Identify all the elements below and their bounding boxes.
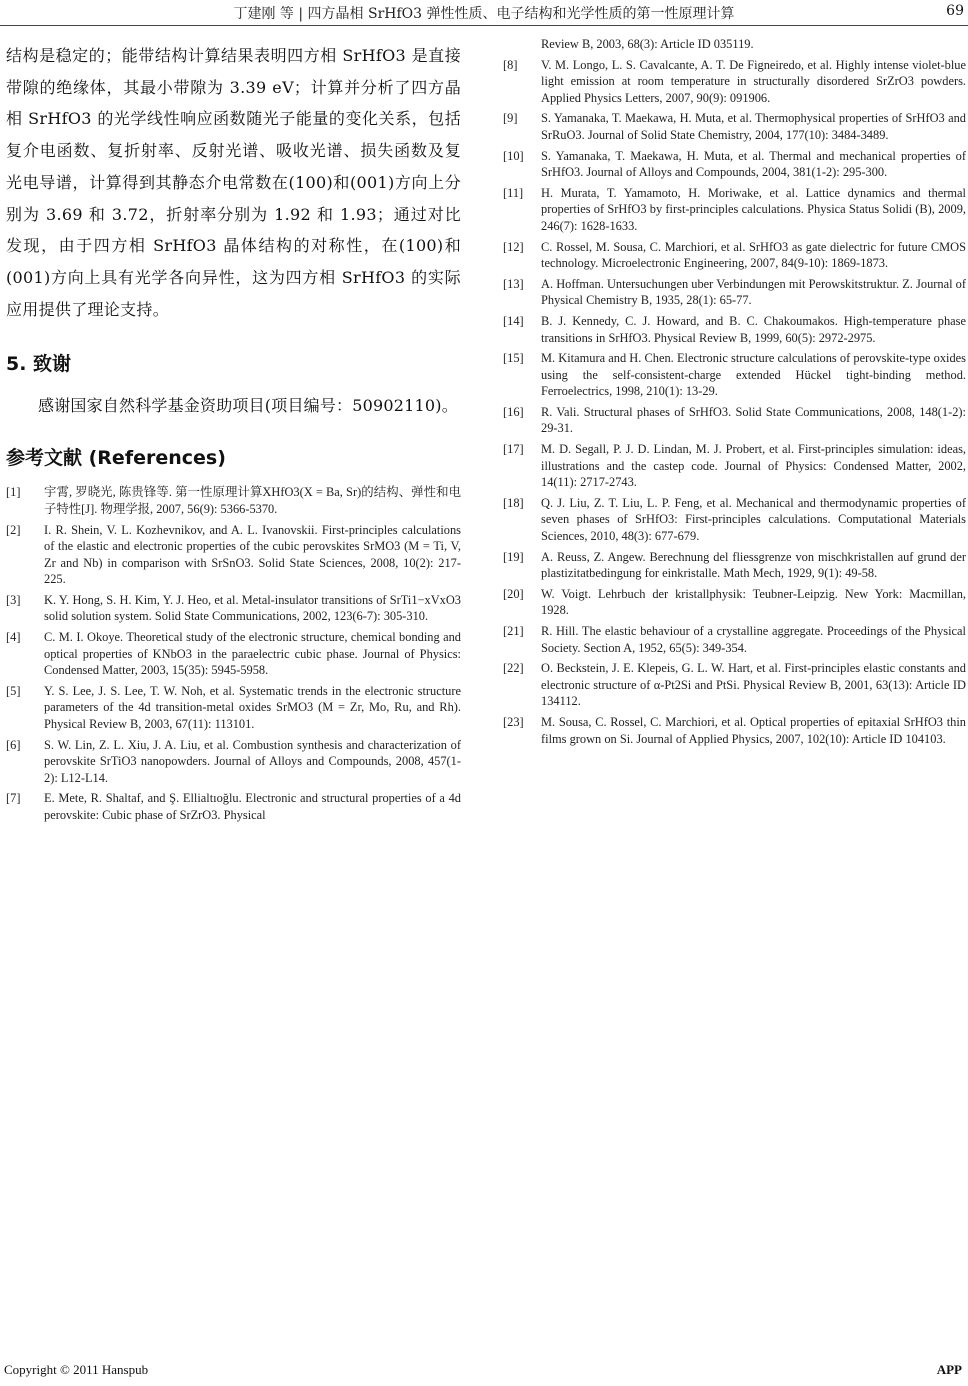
- reference-list-left: [6, 484, 461, 823]
- copyright-notice: Copyright © 2011 Hanspub: [4, 1362, 149, 1377]
- reference-item: [1] 宇霄, 罗晓光, 陈贵锋等. 第一性原理计算XHfO3(X = Ba, Sr)的结构、弹性和电子特性[J]. 物理学报, 2007, 56(9): 5366-5370.: [6, 485, 461, 516]
- reference-item: [12] C. Rossel, M. Sousa, C. Marchiori, et al. SrHfO3 as gate dielectric for future CMOS technology. Microelectronic Engineering, 2007, 84(9-10): 1869-1873.: [503, 239, 966, 271]
- reference-item: [18] Q. J. Liu, Z. T. Liu, L. P. Feng, et al. Mechanical and thermodynamic properties of seven phases of SrHfO3: First-principles calculations. Computational Materials Sciences, 2010, 48(3): 677-679.: [503, 495, 966, 544]
- reference-item: [19] A. Reuss, Z. Angew. Berechnung del fliessgrenze von mischkristallen auf grund der plastizitatbedingung for einkristalle. Math Mech, 1929, 9(1): 49-58.: [503, 549, 966, 581]
- reference-item: [22] O. Beckstein, J. E. Klepeis, G. L. W. Hart, et al. First-principles elastic constants and electronic structure of α-Pt2Si and PtSi. Physical Review B, 2001, 63(13): Article ID 134112.: [503, 661, 966, 709]
- reference-item: [13] A. Hoffman. Untersuchungen uber Verbindungen mit Perowskitstruktur. Z. Journal of Physical Chemistry B, 1935, 28(1): 65-77.: [503, 276, 966, 308]
- acknowledgement-heading: 5. 致谢: [6, 353, 72, 376]
- reference-continuation: Review B, 2003, 68(3): Article ID 035119.: [541, 37, 754, 51]
- reference-item: [4] C. M. I. Okoye. Theoretical study of the electronic structure, chemical bonding and optical properties of KNbO3 in the paraelectric cubic phase. Journal of Physics: Condensed Matter, 2003, 15(35): 5945-5958.: [6, 630, 461, 678]
- references-heading: 参考文献 (References): [6, 447, 226, 470]
- reference-item: [21] R. Hill. The elastic behaviour of a crystalline aggregate. Proceedings of the Physical Society. Section A, 1952, 65(5): 349-354.: [503, 624, 966, 655]
- conclusion-paragraph: 结构是稳定的；能带结构计算结果表明四方相 SrHfO3 是直接带隙的绝缘体，其最小带隙为 3.39 eV；计算并分析了四方晶相 SrHfO3 的光学线性响应函数随光子能量的变化关系，包括复介电函数、复折射率、反射光谱、吸收光谱、损失函数及复光电导谱，计算得到其静态介电常数在(100)和(001)方向上分别为 3.69 和 3.72，折射率分别为 1.92 和 1.93；通过对比发现，由于四方相 SrHfO3 晶体结构的对称性，在(100)和(001)方向上具有光学各向异性，这为四方相 SrHfO3 的实际应用提供了理论支持。: [6, 46, 461, 319]
- running-title: 丁建刚 等 | 四方晶相 SrHfO3 弹性性质、电子结构和光学性质的第一性原理计算: [233, 6, 735, 22]
- reference-item: [5] Y. S. Lee, J. S. Lee, T. W. Noh, et al. Systematic trends in the electronic structure parameters of the 4d transition-metal oxides SrMO3 (M = Zr, Mo, Ru, and Rh). Physical Review B, 2003, 67(11): 113101.: [6, 683, 461, 732]
- right-column: [503, 36, 966, 751]
- left-column: [6, 40, 461, 828]
- journal-abbreviation: APP: [936, 1362, 962, 1377]
- acknowledgement-text: 感谢国家自然科学基金资助项目(项目编号：50902110)。: [38, 396, 458, 416]
- reference-item: [3] K. Y. Hong, S. H. Kim, Y. J. Heo, et al. Metal-insulator transitions of SrTi1−xVxO3 solid solution system. Solid State Communications, 2002, 123(6-7): 305-310.: [6, 592, 461, 624]
- reference-item: [23] M. Sousa, C. Rossel, C. Marchiori, et al. Optical properties of epitaxial SrHfO3 thin films grown on Si. Journal of Applied Physics, 2007, 102(10): Article ID 104103.: [503, 714, 966, 746]
- page-header: [0, 2, 968, 26]
- reference-item: [6] S. W. Lin, Z. L. Xiu, J. A. Liu, et al. Combustion synthesis and characterization of perovskite SrTiO3 nanopowders. Journal of Alloys and Compounds, 2008, 457(1-2): L12-L14.: [6, 737, 461, 785]
- reference-item: [20] W. Voigt. Lehrbuch der kristallphysik: Teubner-Leipzig. New York: Macmillan, 1928.: [503, 586, 966, 618]
- reference-item: [10] S. Yamanaka, T. Maekawa, H. Muta, et al. Thermal and mechanical properties of SrHfO3. Journal of Alloys and Compounds, 2004, 381(1-2): 295-300.: [503, 148, 966, 180]
- reference-item: [8] V. M. Longo, L. S. Cavalcante, A. T. De Figneiredo, et al. Highly intense violet-blue light emission at room temperature in structurally disordered SrZrO3 powders. Applied Physics Letters, 2007, 90(9): 091906.: [503, 57, 966, 105]
- reference-item: [14] B. J. Kennedy, C. J. Howard, and B. C. Chakoumakos. High-temperature phase transitions in SrHfO3. Physical Review B, 1999, 60(5): 2972-2975.: [503, 313, 966, 345]
- reference-item: [15] M. Kitamura and H. Chen. Electronic structure calculations of perovskite-type oxides using the self-consistent-charge extended Hückel tight-binding method. Ferroelectrics, 1998, 210(1): 13-29.: [503, 351, 966, 399]
- reference-item: [16] R. Vali. Structural phases of SrHfO3. Solid State Communications, 2008, 148(1-2): 29-31.: [503, 404, 966, 436]
- reference-item: [7] E. Mete, R. Shaltaf, and Ş. Ellialtıoğlu. Electronic and structural properties of a 4d perovskite: Cubic phase of SrZrO3. Physical: [6, 791, 461, 823]
- page-number: 69: [946, 3, 964, 19]
- reference-item: [11] H. Murata, T. Yamamoto, H. Moriwake, et al. Lattice dynamics and thermal properties of SrHfO3 by first-principles calculations. Physica Status Solidi (B), 2009, 246(7): 1628-1633.: [503, 185, 966, 233]
- reference-item: [17] M. D. Segall, P. J. D. Lindan, M. J. Probert, et al. First-principles simulation: ideas, illustrations and the castep code. Journal of Physics: Condensed Matter, 2002, 14(11): 2717-2743.: [503, 442, 966, 490]
- reference-list-right: [503, 57, 966, 748]
- reference-item: [9] S. Yamanaka, T. Maekawa, H. Muta, et al. Thermophysical properties of SrHfO3 and SrRuO3. Journal of Solid State Chemistry, 2004, 177(10): 3484-3489.: [503, 111, 966, 142]
- reference-item: [2] I. R. Shein, V. L. Kozhevnikov, and A. L. Ivanovskii. First-principles calculations of the elastic and electronic properties of the cubic perovskites SrMO3 (M = Ti, V, Zr and Nb) in comparison with SrSnO3. Solid State Sciences, 2008, 10(2): 217-225.: [6, 522, 461, 587]
